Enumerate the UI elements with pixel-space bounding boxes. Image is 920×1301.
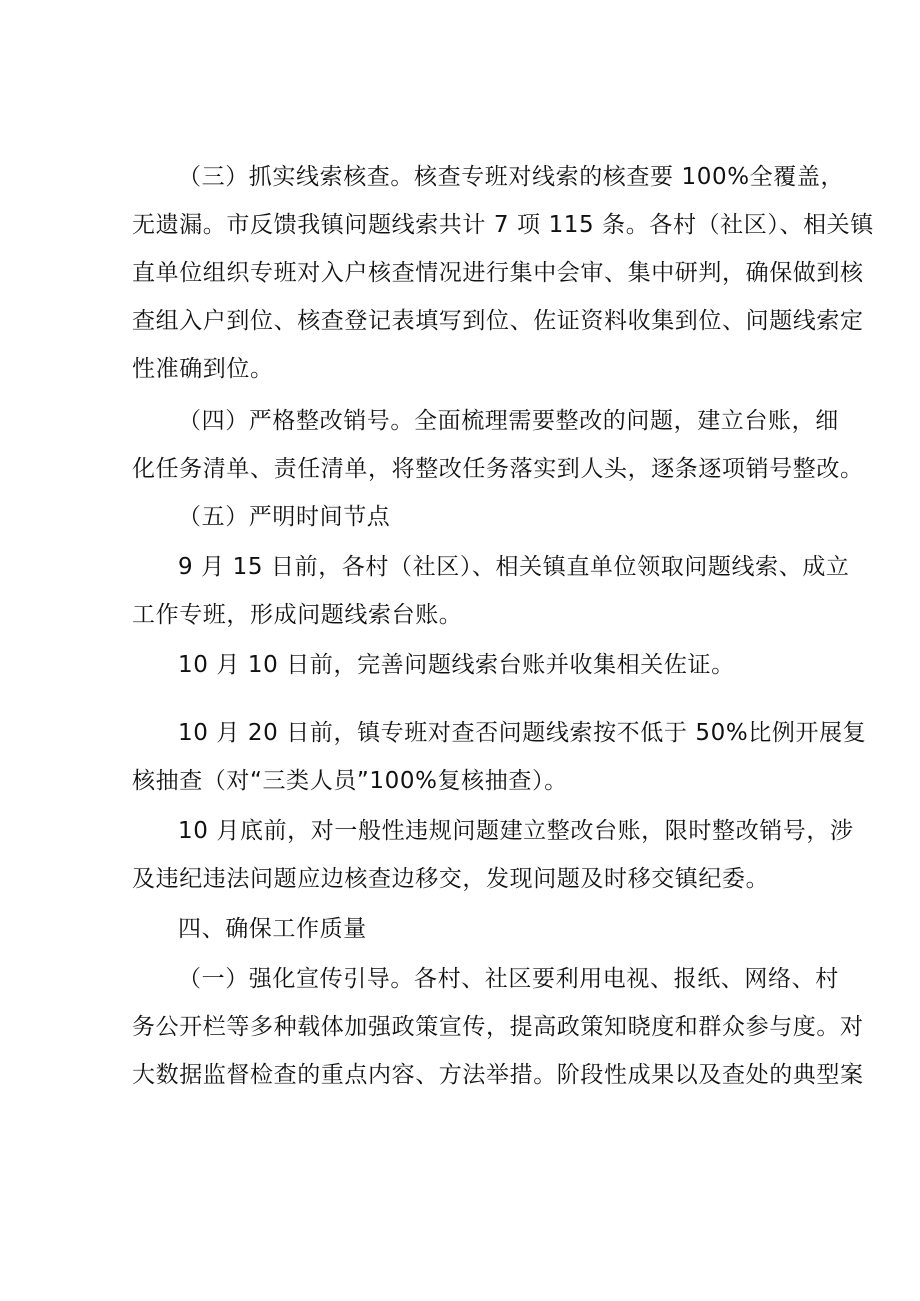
paragraph-line: 直单位组织专班对入户核查情况进行集中会审、集中研判，确保做到核 bbox=[132, 260, 864, 286]
paragraph-line: 9 月 15 日前，各村（社区）、相关镇直单位领取问题线索、成立 bbox=[178, 554, 850, 580]
paragraph-line: （四）严格整改销号。全面梳理需要整改的问题，建立台账，细 bbox=[178, 408, 839, 434]
paragraph-line: 核抽查（对“三类人员”100%复核抽查）。 bbox=[132, 768, 568, 794]
paragraph-line: （一）强化宣传引导。各村、社区要利用电视、报纸、网络、村 bbox=[178, 966, 839, 992]
paragraph-line: （三）抓实线索核查。核查专班对线索的核查要 100%全覆盖， bbox=[178, 164, 845, 190]
paragraph-line: 无遗漏。市反馈我镇问题线索共计 7 项 115 条。各村（社区）、相关镇 bbox=[132, 212, 874, 238]
section-heading: 四、确保工作质量 bbox=[178, 916, 367, 942]
paragraph-line: 查组入户到位、核查登记表填写到位、佐证资料收集到位、问题线索定 bbox=[132, 308, 864, 334]
paragraph-line: 性准确到位。 bbox=[132, 356, 274, 382]
paragraph-line: 10 月底前，对一般性违规问题建立整改台账，限时整改销号，涉 bbox=[178, 818, 854, 844]
paragraph-line: 大数据监督检查的重点内容、方法举措。阶段性成果以及查处的典型案 bbox=[132, 1062, 864, 1088]
paragraph-line: 务公开栏等多种载体加强政策宣传，提高政策知晓度和群众参与度。对 bbox=[132, 1014, 864, 1040]
paragraph-line: 及违纪违法问题应边核查边移交，发现问题及时移交镇纪委。 bbox=[132, 866, 770, 892]
paragraph-line: 工作专班，形成问题线索台账。 bbox=[132, 602, 463, 628]
paragraph-line: 10 月 20 日前，镇专班对查否问题线索按不低于 50%比例开展复 bbox=[178, 720, 867, 746]
section-heading: （五）严明时间节点 bbox=[178, 504, 391, 530]
paragraph-line: 化任务清单、责任清单，将整改任务落实到人头，逐条逐项销号整改。 bbox=[132, 456, 864, 482]
paragraph-line: 10 月 10 日前，完善问题线索台账并收集相关佐证。 bbox=[178, 652, 735, 678]
